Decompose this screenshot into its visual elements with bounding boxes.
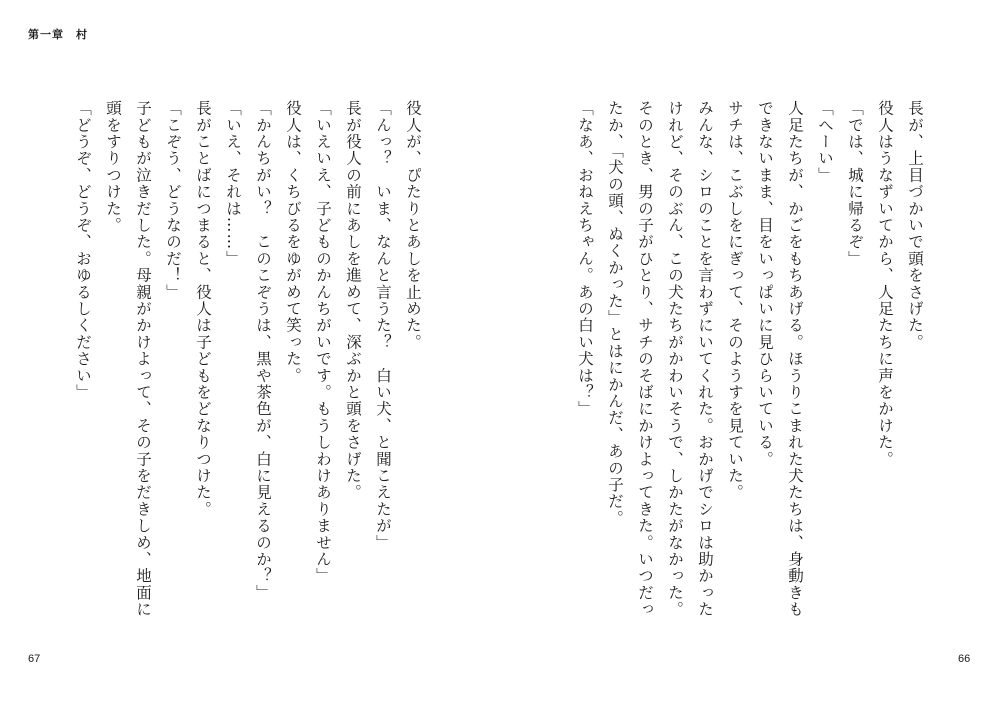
text-line: 長が役人の前にあしを進めて、深ぶかと頭をさげた。	[344, 100, 362, 501]
text-line: 役人は、くちびるをゆがめて笑った。	[284, 100, 302, 384]
text-line: 「いえいえ、子どものかんちがいです。もうしわけありません」	[314, 100, 332, 585]
text-line: 長がことばにつまると、役人は子どもをどなりつけた。	[194, 100, 212, 518]
text-line: 子どもが泣きだした。母親がかけよって、その子をだきしめ、地面に	[134, 100, 152, 618]
text-line: できないまま、目をいっぱいに見ひらいている。	[756, 100, 774, 468]
text-line: みんな、シロのことを言わずにいてくれた。おかげでシロは助かった	[696, 100, 714, 618]
text-line: 「なあ、おねえちゃん。あの白い犬は？」	[576, 100, 594, 418]
right-page-text	[566, 100, 930, 660]
text-line: 頭をすりつけた。	[104, 100, 122, 234]
text-line: 役人が、ぴたりとあしを止めた。	[404, 100, 422, 351]
text-line: けれど、そのぶん、この犬たちがかわいそうで、しかたがなかった。	[666, 100, 684, 618]
text-line: 「へーい」	[816, 100, 834, 184]
text-line: サチは、こぶしをにぎって、そのようすを見ていた。	[726, 100, 744, 501]
text-line: 「かんちがい？ このこぞうは、黒や茶色が、白に見えるのか？」	[254, 100, 272, 601]
text-line: そのとき、男の子がひとり、サチのそばにかけよってきた。いつだっ	[636, 100, 654, 618]
text-line: 長が、上目づかいで頭をさげた。	[906, 100, 924, 351]
chapter-header: 第一章 村	[28, 28, 88, 41]
text-line: 人足たちが、かごをもちあげる。ほうりこまれた犬たちは、身動きも	[786, 100, 804, 618]
text-line: 「こぞう、どうなのだ！」	[164, 100, 182, 301]
page-number-left: 67	[28, 653, 41, 665]
page-number-right: 66	[958, 653, 971, 665]
text-line: 役人はうなずいてから、人足たちに声をかけた。	[876, 100, 894, 468]
text-line: たか、「犬の頭、ぬくかった」とはにかんだ、あの子だ。	[606, 100, 624, 527]
text-line: 「んっ？ いま、なんと言うた？ 白い犬、と聞こえたが」	[374, 100, 392, 551]
text-line: 「では、城に帰るぞ」	[846, 100, 864, 267]
left-page-text	[64, 100, 428, 660]
text-line: 「いえ、それは……」	[224, 100, 242, 267]
text-line: 「どうぞ、どうぞ、おゆるしください」	[74, 100, 92, 401]
